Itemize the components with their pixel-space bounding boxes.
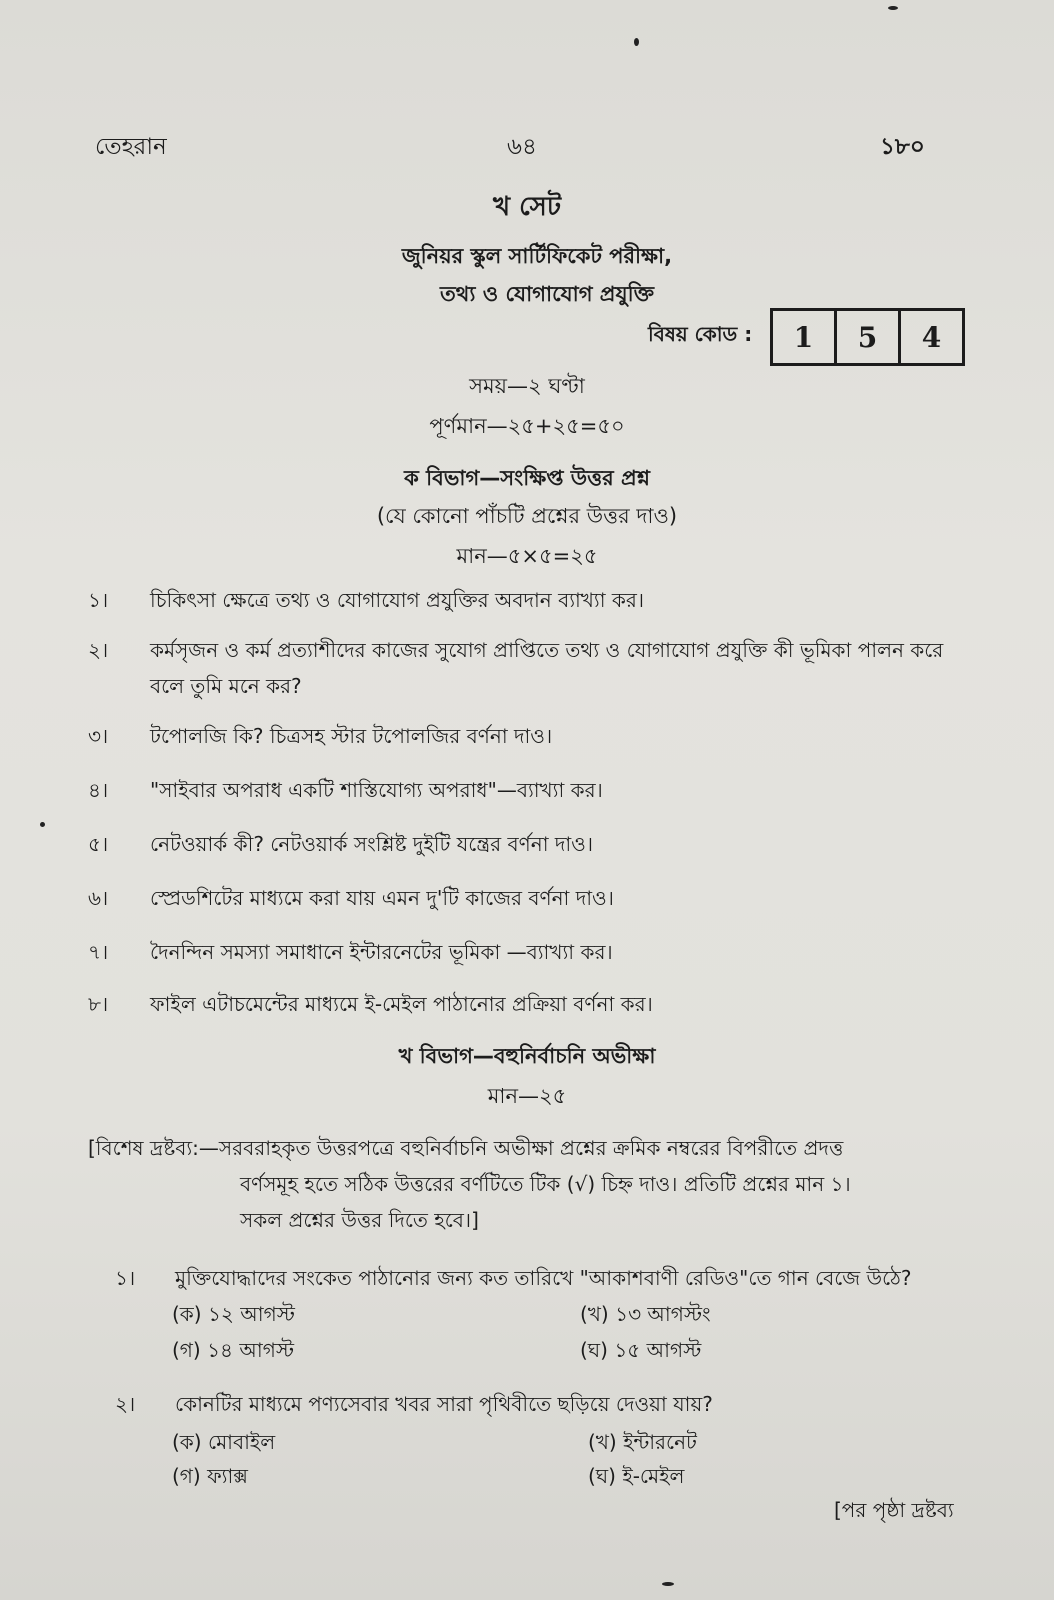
mcq-option: (ক) মোবাইল <box>172 1430 276 1454</box>
scan-speck <box>662 1582 674 1586</box>
question-number: ৮। <box>88 992 109 1016</box>
question-item <box>88 718 968 754</box>
question-number: ৭। <box>88 940 109 964</box>
question-item <box>88 986 968 1022</box>
section-b-marks: মান—২৫ <box>487 1084 567 1108</box>
subject-code-digit: 4 <box>921 320 942 354</box>
mcq-stem: কোনটির মাধ্যমে পণ্যসেবার খবর সারা পৃথিবীতে ছড়িয়ে দেওয়া যায়? <box>175 1392 713 1416</box>
special-note <box>88 1130 968 1238</box>
question-number: ১। <box>88 588 109 612</box>
question-item <box>88 582 968 618</box>
full-marks: পূর্ণমান—২৫+২৫=৫০ <box>429 414 625 438</box>
subject-code-digit: 1 <box>773 311 837 363</box>
question-number: ৫। <box>88 832 109 856</box>
header-location: তেহরান <box>95 134 167 160</box>
question-item <box>88 826 968 862</box>
mcq-option: (ঘ) ই-মেইল <box>588 1464 685 1488</box>
set-title: খ সেট <box>492 192 562 222</box>
question-text: স্প্রেডশিটের মাধ্যমে করা যায় এমন দু'টি কাজের বর্ণনা দাও। <box>150 886 614 910</box>
question-item <box>88 772 968 808</box>
mcq-option: (খ) ১৩ আগস্টং <box>580 1302 711 1326</box>
question-number: ৩। <box>88 724 109 748</box>
subject-title: তথ্য ও যোগাযোগ প্রযুক্তি <box>440 282 654 306</box>
mcq-option: (গ) ফ্যাক্স <box>172 1464 248 1488</box>
header-question-number: ১৮০ <box>880 134 925 160</box>
scan-speck <box>40 822 45 827</box>
mcq-number: ১। <box>115 1266 136 1290</box>
section-a-instruction: (যে কোনো পাঁচটি প্রশ্নের উত্তর দাও) <box>376 504 678 528</box>
question-number: ৬। <box>88 886 109 910</box>
section-a-title: ক বিভাগ—সংক্ষিপ্ত উত্তর প্রশ্ন <box>404 466 650 490</box>
question-text: টপোলজি কি? চিত্রসহ স্টার টপোলজির বর্ণনা দাও। <box>150 724 553 748</box>
subject-code-label: বিষয় কোড : <box>648 322 753 346</box>
question-item <box>88 934 968 970</box>
section-b-title: খ বিভাগ—বহুনির্বাচনি অভীক্ষা <box>398 1044 656 1068</box>
question-text: ফাইল এটাচমেন্টের মাধ্যমে ই-মেইল পাঠানোর প্রক্রিয়া বর্ণনা কর। <box>150 992 653 1016</box>
scan-speck <box>634 38 639 46</box>
note-line: সকল প্রশ্নের উত্তর দিতে হবে।] <box>240 1208 479 1232</box>
question-text: কর্মসৃজন ও কর্ম প্রত্যাশীদের কাজের সুযোগ প্রাপ্তিতে তথ্য ও যোগাযোগ প্রযুক্তি কী ভূমিকা পালন করে বলে তুমি মনে কর? <box>150 638 944 698</box>
mcq-item <box>115 1390 975 1423</box>
question-item <box>88 632 968 704</box>
question-item <box>88 880 968 916</box>
mcq-option: (গ) ১৪ আগস্ট <box>172 1338 294 1362</box>
question-number: ৪। <box>88 778 109 802</box>
question-text: নেটওয়ার্ক কী? নেটওয়ার্ক সংশ্লিষ্ট দুইটি যন্ত্রের বর্ণনা দাও। <box>150 832 594 856</box>
mcq-item <box>115 1264 975 1297</box>
next-page-note: [পর পৃষ্ঠা দ্রষ্টব্য <box>834 1498 954 1522</box>
exam-time: সময়—২ ঘণ্টা <box>469 374 585 398</box>
subject-code-digit: 5 <box>837 311 901 363</box>
mcq-option: (ঘ) ১৫ আগস্ট <box>580 1338 702 1362</box>
question-text: "সাইবার অপরাধ একটি শাস্তিযোগ্য অপরাধ"—ব্যাখ্যা কর। <box>150 778 603 802</box>
subject-code-box <box>770 308 965 366</box>
question-text: চিকিৎসা ক্ষেত্রে তথ্য ও যোগাযোগ প্রযুক্তির অবদান ব্যাখ্যা কর। <box>150 588 645 612</box>
mcq-option: (ক) ১২ আগস্ট <box>172 1302 295 1326</box>
question-text: দৈনন্দিন সমস্যা সমাধানে ইন্টারনেটের ভূমিকা —ব্যাখ্যা কর। <box>150 940 613 964</box>
note-line: বর্ণসমূহ হতে সঠিক উত্তরের বর্ণটিতে টিক (√) চিহ্ন দাও। প্রতিটি প্রশ্নের মান ১। <box>240 1172 851 1196</box>
section-a-marks: মান—৫×৫=২৫ <box>456 544 598 568</box>
mcq-option: (খ) ইন্টারনেট <box>588 1430 697 1454</box>
header-page-number: ৬৪ <box>507 134 537 160</box>
mcq-stem: মুক্তিযোদ্ধাদের সংকেত পাঠানোর জন্য কত তারিখে "আকাশবাণী রেডিও"তে গান বেজে উঠে? <box>175 1266 912 1290</box>
note-line: [বিশেষ দ্রষ্টব্য:—সরবরাহকৃত উত্তরপত্রে বহুনির্বাচনি অভীক্ষা প্রশ্নের ক্রমিক নম্বরের বিপরীতে প্রদত্ত <box>88 1136 844 1160</box>
question-number: ২। <box>88 638 109 662</box>
scan-speck <box>888 6 898 10</box>
exam-title: জুনিয়র স্কুল সার্টিফিকেট পরীক্ষা, <box>401 244 673 268</box>
mcq-number: ২। <box>115 1392 136 1416</box>
